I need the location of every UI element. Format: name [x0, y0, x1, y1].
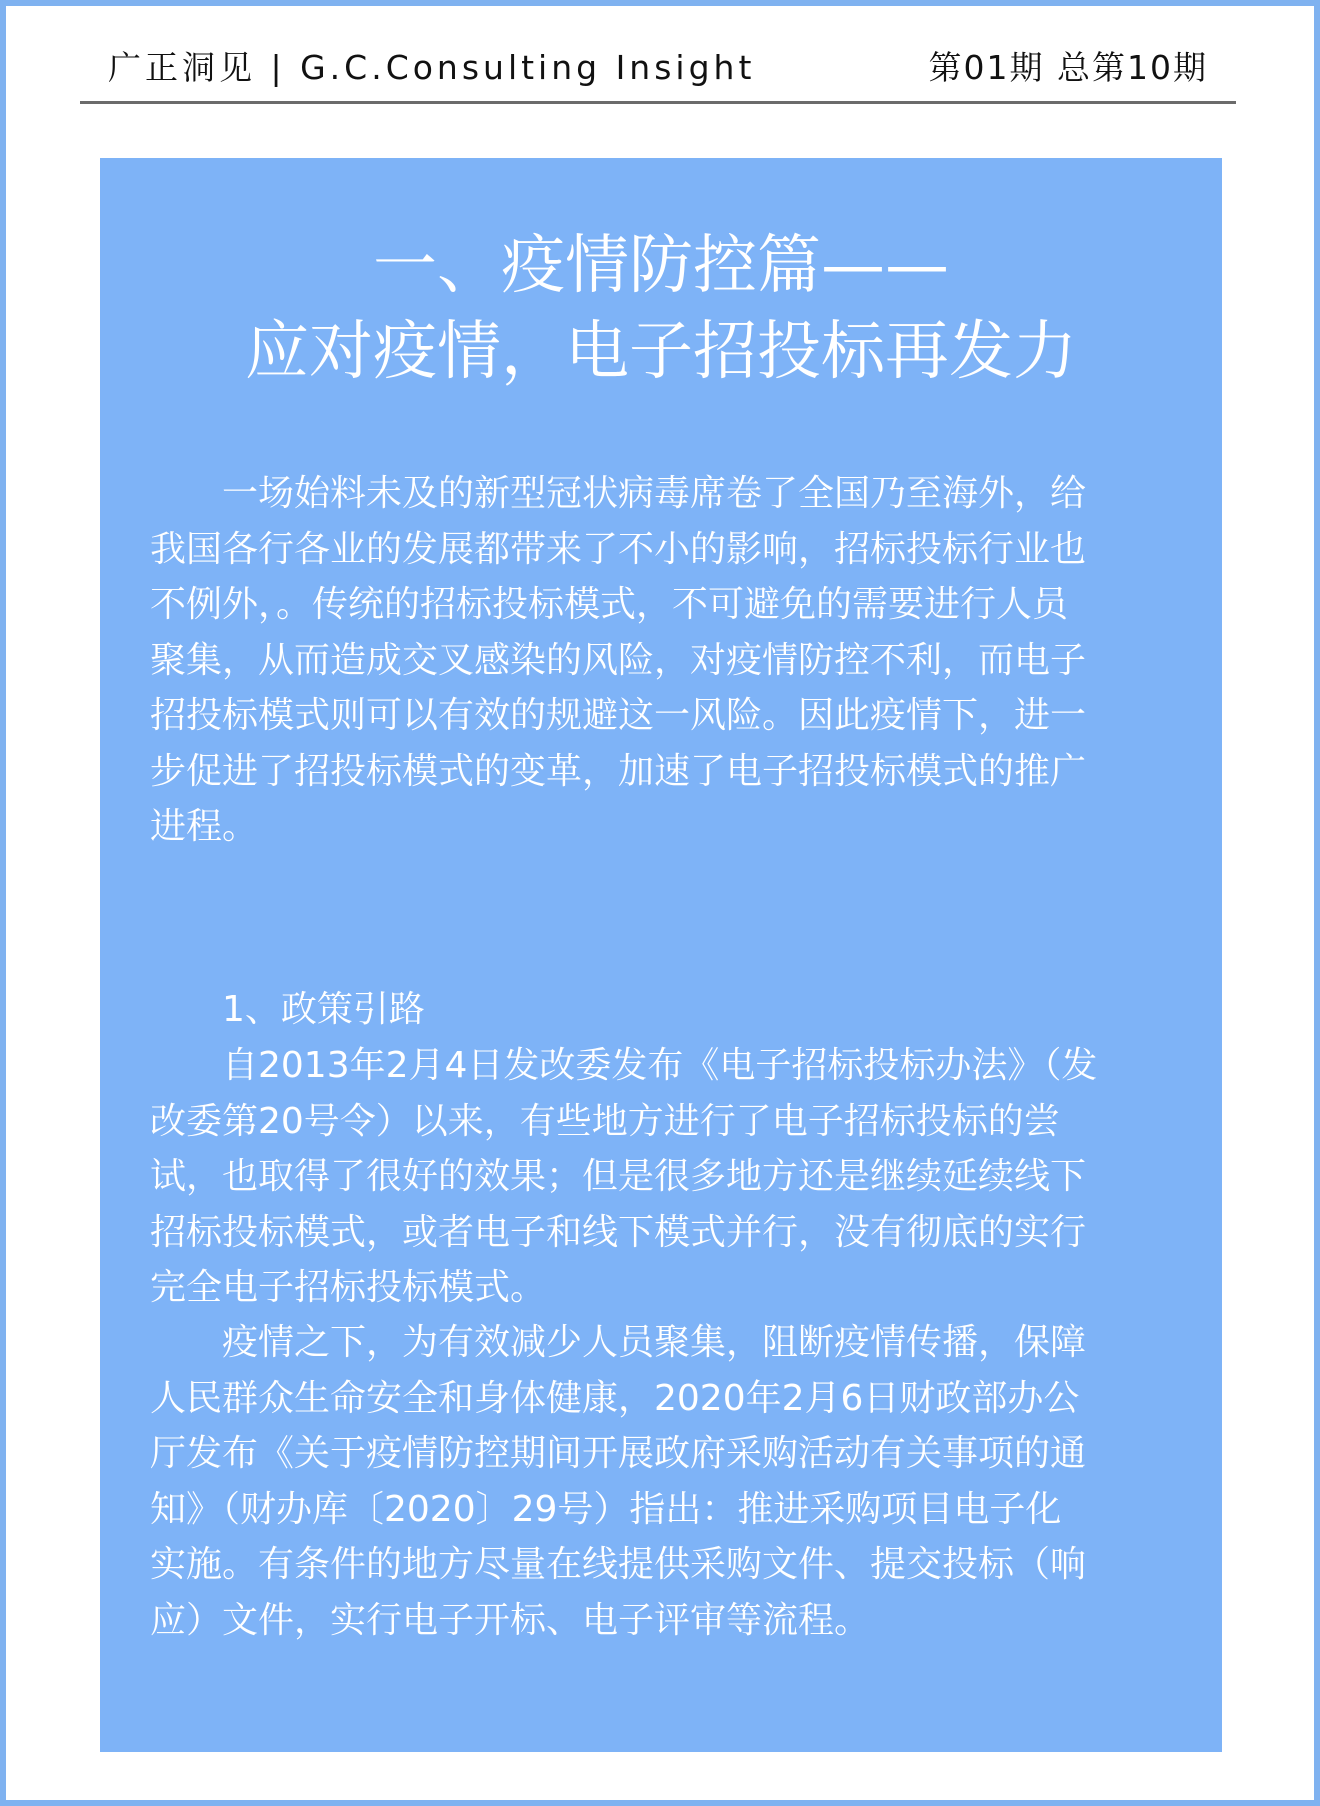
text-line: 试，也取得了很好的效果；但是很多地方还是继续延续线下: [150, 1156, 1087, 1197]
text-line: 疫情之下，为有效减少人员聚集，阻断疫情传播，保障: [150, 1322, 1087, 1363]
header-divider: [80, 101, 1236, 104]
text-line: 改委第20号令）以来，有些地方进行了电子招标投标的尝: [150, 1100, 1060, 1142]
text-line: 步促进了招投标模式的变革，加速了电子招投标模式的推广: [150, 750, 1087, 792]
text-line: 自2013年2月4日发改委发布《电子招标投标办法》（发: [150, 1045, 1098, 1086]
section-title-line-2: 应对疫情，电子招投标再发力: [245, 315, 1077, 389]
text-line: 招标投标模式，或者电子和线下模式并行，没有彻底的实行: [150, 1211, 1087, 1253]
text-line: 聚集，从而造成交叉感染的风险，对疫情防控不利，而电子: [150, 639, 1087, 681]
text-line: 知》（财办库〔2020〕29号）指出：推进采购项目电子化: [150, 1488, 1062, 1530]
intro-paragraph: [150, 466, 1170, 855]
text-line: 进程。: [150, 806, 259, 847]
policy-paragraph: [150, 1038, 1170, 1316]
subsection-heading: [150, 982, 1170, 1038]
page-header: [80, 38, 1236, 90]
text-line: 人民群众生命安全和身体健康，2020年2月6日财政部办公: [150, 1377, 1080, 1419]
text-line: 不例外，。传统的招标投标模式，不可避免的需要进行人员: [150, 584, 1069, 625]
text-line: 招投标模式则可以有效的规避这一风险。因此疫情下，进一: [150, 695, 1087, 736]
text-line: 实施。有条件的地方尽量在线提供采购文件、提交投标（响: [150, 1544, 1087, 1585]
text-line: 完全电子招标投标模式。: [150, 1267, 547, 1308]
issue-number: 第01期 总第10期: [928, 48, 1208, 87]
article-panel: [100, 158, 1222, 1752]
subsection-heading-text: 1、政策引路: [150, 989, 425, 1030]
publication-name: 广正洞见 | G.C.Consulting Insight: [108, 48, 756, 87]
section-title-line-1: 一、疫情防控篇——: [373, 229, 949, 303]
text-line: 应）文件，实行电子开标、电子评审等流程。: [150, 1599, 871, 1641]
text-line: 一场始料未及的新型冠状病毒席卷了全国乃至海外，给: [150, 473, 1087, 514]
text-line: 厅发布《关于疫情防控期间开展政府采购活动有关事项的通: [150, 1433, 1087, 1474]
text-line: 我国各行各业的发展都带来了不小的影响，招标投标行业也: [150, 528, 1087, 570]
epidemic-paragraph: [150, 1315, 1170, 1648]
